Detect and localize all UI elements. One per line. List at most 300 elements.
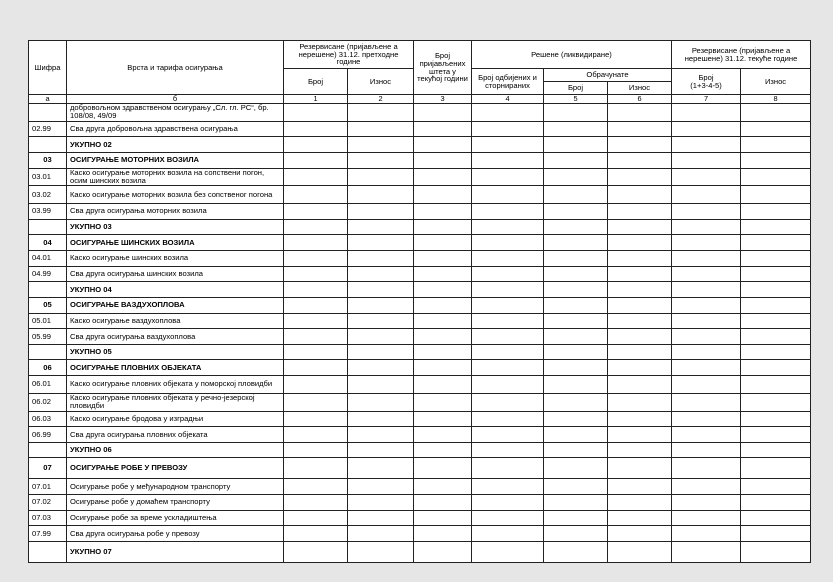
value-cell[interactable] xyxy=(741,282,811,298)
value-cell[interactable] xyxy=(741,266,811,282)
value-cell[interactable] xyxy=(348,121,414,137)
value-cell[interactable] xyxy=(741,152,811,168)
index-cell: а xyxy=(29,95,67,104)
value-cell[interactable] xyxy=(608,313,672,329)
value-cell[interactable] xyxy=(414,186,472,204)
value-cell[interactable] xyxy=(414,313,472,329)
value-cell[interactable] xyxy=(741,360,811,376)
value-cell[interactable] xyxy=(741,204,811,220)
value-cell[interactable] xyxy=(472,235,544,251)
row-description: УКУПНО 05 xyxy=(67,344,284,360)
value-cell[interactable] xyxy=(472,411,544,427)
table-row xyxy=(29,393,811,411)
value-cell[interactable] xyxy=(672,121,741,137)
value-cell[interactable] xyxy=(348,411,414,427)
value-cell[interactable] xyxy=(672,250,741,266)
table-row xyxy=(29,442,811,458)
value-cell[interactable] xyxy=(414,376,472,394)
value-cell[interactable] xyxy=(472,329,544,345)
value-cell[interactable] xyxy=(284,313,348,329)
value-cell[interactable] xyxy=(414,168,472,186)
header-reserved-cur-formula: (1+3-4-5) xyxy=(690,80,722,90)
value-cell[interactable] xyxy=(414,204,472,220)
value-cell[interactable] xyxy=(544,360,608,376)
value-cell[interactable] xyxy=(672,411,741,427)
value-cell[interactable] xyxy=(608,219,672,235)
value-cell[interactable] xyxy=(544,494,608,510)
row-description: Каско осигурање моторних возила без сопственог погона xyxy=(67,186,284,204)
value-cell[interactable] xyxy=(284,479,348,495)
value-cell[interactable] xyxy=(544,186,608,204)
value-cell[interactable] xyxy=(672,479,741,495)
value-cell[interactable] xyxy=(284,393,348,411)
value-cell[interactable] xyxy=(608,494,672,510)
value-cell[interactable] xyxy=(284,344,348,360)
value-cell[interactable] xyxy=(672,329,741,345)
value-cell[interactable] xyxy=(472,266,544,282)
row-code: 07.01 xyxy=(29,479,67,495)
value-cell[interactable] xyxy=(608,137,672,153)
value-cell[interactable] xyxy=(608,479,672,495)
row-description: Каско осигурање моторних возила на сопствени погон, осим шинских возила xyxy=(67,168,284,186)
value-cell[interactable] xyxy=(472,360,544,376)
table-row xyxy=(29,329,811,345)
index-cell: 5 xyxy=(544,95,608,104)
value-cell[interactable] xyxy=(741,168,811,186)
index-cell: 6 xyxy=(608,95,672,104)
value-cell[interactable] xyxy=(672,235,741,251)
header-settled-calculated: Обрачунате xyxy=(544,69,672,82)
value-cell[interactable] xyxy=(608,250,672,266)
value-cell[interactable] xyxy=(284,282,348,298)
value-cell[interactable] xyxy=(741,442,811,458)
value-cell[interactable] xyxy=(544,458,608,479)
row-description: Сва друга осигурања шинских возила xyxy=(67,266,284,282)
value-cell[interactable] xyxy=(472,282,544,298)
value-cell[interactable] xyxy=(472,344,544,360)
value-cell[interactable] xyxy=(544,137,608,153)
row-description: УКУПНО 03 xyxy=(67,219,284,235)
row-code: 05.01 xyxy=(29,313,67,329)
table-row xyxy=(29,235,811,251)
value-cell[interactable] xyxy=(608,204,672,220)
value-cell[interactable] xyxy=(544,313,608,329)
value-cell[interactable] xyxy=(544,250,608,266)
value-cell[interactable] xyxy=(414,479,472,495)
value-cell[interactable] xyxy=(348,104,414,122)
row-code: 04 xyxy=(29,235,67,251)
table-row xyxy=(29,152,811,168)
value-cell[interactable] xyxy=(284,104,348,122)
value-cell[interactable] xyxy=(414,510,472,526)
value-cell[interactable] xyxy=(608,152,672,168)
value-cell[interactable] xyxy=(741,104,811,122)
value-cell[interactable] xyxy=(284,186,348,204)
header-reserved-cur-count-label: Број xyxy=(698,72,714,82)
value-cell[interactable] xyxy=(284,137,348,153)
value-cell[interactable] xyxy=(284,360,348,376)
value-cell[interactable] xyxy=(348,250,414,266)
value-cell[interactable] xyxy=(348,360,414,376)
value-cell[interactable] xyxy=(472,121,544,137)
value-cell[interactable] xyxy=(472,168,544,186)
value-cell[interactable] xyxy=(672,204,741,220)
value-cell[interactable] xyxy=(348,393,414,411)
value-cell[interactable] xyxy=(741,411,811,427)
value-cell[interactable] xyxy=(414,360,472,376)
value-cell[interactable] xyxy=(544,329,608,345)
value-cell[interactable] xyxy=(544,168,608,186)
row-code: 05.99 xyxy=(29,329,67,345)
value-cell[interactable] xyxy=(672,297,741,313)
value-cell[interactable] xyxy=(414,526,472,542)
value-cell[interactable] xyxy=(472,204,544,220)
row-code: 07.03 xyxy=(29,510,67,526)
value-cell[interactable] xyxy=(544,204,608,220)
value-cell[interactable] xyxy=(672,152,741,168)
row-description: ОСИГУРАЊЕ РОБЕ У ПРЕВОЗУ xyxy=(67,458,284,479)
value-cell[interactable] xyxy=(472,250,544,266)
value-cell[interactable] xyxy=(608,393,672,411)
value-cell[interactable] xyxy=(672,510,741,526)
row-code: 06.01 xyxy=(29,376,67,394)
table-row xyxy=(29,266,811,282)
value-cell[interactable] xyxy=(284,510,348,526)
table-row xyxy=(29,494,811,510)
value-cell[interactable] xyxy=(414,152,472,168)
value-cell[interactable] xyxy=(608,186,672,204)
value-cell[interactable] xyxy=(348,376,414,394)
value-cell[interactable] xyxy=(284,250,348,266)
value-cell[interactable] xyxy=(672,104,741,122)
value-cell[interactable] xyxy=(544,104,608,122)
value-cell[interactable] xyxy=(414,344,472,360)
value-cell[interactable] xyxy=(672,282,741,298)
value-cell[interactable] xyxy=(348,510,414,526)
value-cell[interactable] xyxy=(544,219,608,235)
row-code: 03.01 xyxy=(29,168,67,186)
value-cell[interactable] xyxy=(672,494,741,510)
value-cell[interactable] xyxy=(672,344,741,360)
value-cell[interactable] xyxy=(348,329,414,345)
value-cell[interactable] xyxy=(472,510,544,526)
value-cell[interactable] xyxy=(672,541,741,562)
value-cell[interactable] xyxy=(348,204,414,220)
value-cell[interactable] xyxy=(348,344,414,360)
value-cell[interactable] xyxy=(472,297,544,313)
value-cell[interactable] xyxy=(741,137,811,153)
header-reserved-prev: Резервисане (пријављене а нерешене) 31.12. претходне године xyxy=(284,41,414,69)
value-cell[interactable] xyxy=(348,219,414,235)
row-description: УКУПНО 07 xyxy=(67,541,284,562)
value-cell[interactable] xyxy=(544,266,608,282)
value-cell[interactable] xyxy=(741,393,811,411)
table-row xyxy=(29,526,811,542)
value-cell[interactable] xyxy=(414,235,472,251)
value-cell[interactable] xyxy=(414,104,472,122)
row-description: Осигурање робе за време ускладиштења xyxy=(67,510,284,526)
value-cell[interactable] xyxy=(348,541,414,562)
value-cell[interactable] xyxy=(544,411,608,427)
row-code: 02.99 xyxy=(29,121,67,137)
value-cell[interactable] xyxy=(741,479,811,495)
value-cell[interactable] xyxy=(608,266,672,282)
value-cell[interactable] xyxy=(544,282,608,298)
value-cell[interactable] xyxy=(544,393,608,411)
index-cell: 3 xyxy=(414,95,472,104)
table-row xyxy=(29,510,811,526)
value-cell[interactable] xyxy=(544,297,608,313)
row-description: Каско осигурање бродова у изградњи xyxy=(67,411,284,427)
table-row xyxy=(29,204,811,220)
value-cell[interactable] xyxy=(472,376,544,394)
value-cell[interactable] xyxy=(544,376,608,394)
value-cell[interactable] xyxy=(284,297,348,313)
value-cell[interactable] xyxy=(608,121,672,137)
row-code: 04.01 xyxy=(29,250,67,266)
value-cell[interactable] xyxy=(348,137,414,153)
value-cell[interactable] xyxy=(348,297,414,313)
value-cell[interactable] xyxy=(472,313,544,329)
value-cell[interactable] xyxy=(608,526,672,542)
value-cell[interactable] xyxy=(284,442,348,458)
value-cell[interactable] xyxy=(348,427,414,443)
value-cell[interactable] xyxy=(544,510,608,526)
table-row xyxy=(29,121,811,137)
table-row xyxy=(29,282,811,298)
value-cell[interactable] xyxy=(741,526,811,542)
value-cell[interactable] xyxy=(284,152,348,168)
value-cell[interactable] xyxy=(414,393,472,411)
row-code xyxy=(29,541,67,562)
value-cell[interactable] xyxy=(544,541,608,562)
value-cell[interactable] xyxy=(472,104,544,122)
value-cell[interactable] xyxy=(672,360,741,376)
row-description: Сва друга осигурања ваздухоплова xyxy=(67,329,284,345)
value-cell[interactable] xyxy=(741,458,811,479)
table-row xyxy=(29,458,811,479)
value-cell[interactable] xyxy=(741,510,811,526)
value-cell[interactable] xyxy=(741,376,811,394)
value-cell[interactable] xyxy=(348,479,414,495)
index-cell: 4 xyxy=(472,95,544,104)
row-code: 07.99 xyxy=(29,526,67,542)
value-cell[interactable] xyxy=(472,526,544,542)
value-cell[interactable] xyxy=(284,168,348,186)
value-cell[interactable] xyxy=(544,427,608,443)
value-cell[interactable] xyxy=(414,137,472,153)
value-cell[interactable] xyxy=(348,152,414,168)
value-cell[interactable] xyxy=(284,235,348,251)
header-reserved-prev-count: Број xyxy=(284,69,348,95)
row-description: Осигурање робе у међународном транспорту xyxy=(67,479,284,495)
value-cell[interactable] xyxy=(741,427,811,443)
value-cell[interactable] xyxy=(348,494,414,510)
value-cell[interactable] xyxy=(741,344,811,360)
value-cell[interactable] xyxy=(608,235,672,251)
value-cell[interactable] xyxy=(544,235,608,251)
value-cell[interactable] xyxy=(284,376,348,394)
value-cell[interactable] xyxy=(414,266,472,282)
value-cell[interactable] xyxy=(608,376,672,394)
value-cell[interactable] xyxy=(414,494,472,510)
value-cell[interactable] xyxy=(741,219,811,235)
value-cell[interactable] xyxy=(741,121,811,137)
header-description: Врста и тарифа осигурања xyxy=(67,41,284,95)
value-cell[interactable] xyxy=(672,427,741,443)
row-code xyxy=(29,219,67,235)
header-reserved-prev-amount: Износ xyxy=(348,69,414,95)
value-cell[interactable] xyxy=(741,186,811,204)
value-cell[interactable] xyxy=(672,442,741,458)
value-cell[interactable] xyxy=(348,526,414,542)
value-cell[interactable] xyxy=(544,479,608,495)
value-cell[interactable] xyxy=(672,458,741,479)
value-cell[interactable] xyxy=(608,282,672,298)
value-cell[interactable] xyxy=(348,186,414,204)
value-cell[interactable] xyxy=(608,427,672,443)
row-description: Сва друга осигурања робе у превозу xyxy=(67,526,284,542)
value-cell[interactable] xyxy=(414,442,472,458)
value-cell[interactable] xyxy=(348,458,414,479)
value-cell[interactable] xyxy=(672,526,741,542)
value-cell[interactable] xyxy=(472,442,544,458)
row-code: 03.02 xyxy=(29,186,67,204)
table-row xyxy=(29,250,811,266)
header-reserved-cur: Резервисане (пријављене а нерешене) 31.12. текуће године xyxy=(672,41,811,69)
value-cell[interactable] xyxy=(414,121,472,137)
table-row xyxy=(29,479,811,495)
value-cell[interactable] xyxy=(741,297,811,313)
header-calc-amount: Износ xyxy=(608,82,672,95)
value-cell[interactable] xyxy=(414,411,472,427)
table-row xyxy=(29,427,811,443)
value-cell[interactable] xyxy=(608,411,672,427)
index-cell: 1 xyxy=(284,95,348,104)
value-cell[interactable] xyxy=(284,526,348,542)
value-cell[interactable] xyxy=(348,168,414,186)
value-cell[interactable] xyxy=(472,152,544,168)
value-cell[interactable] xyxy=(414,250,472,266)
value-cell[interactable] xyxy=(414,427,472,443)
value-cell[interactable] xyxy=(414,329,472,345)
value-cell[interactable] xyxy=(741,329,811,345)
value-cell[interactable] xyxy=(348,235,414,251)
value-cell[interactable] xyxy=(472,541,544,562)
index-cell: 8 xyxy=(741,95,811,104)
value-cell[interactable] xyxy=(672,393,741,411)
value-cell[interactable] xyxy=(741,250,811,266)
row-code xyxy=(29,344,67,360)
value-cell[interactable] xyxy=(672,313,741,329)
value-cell[interactable] xyxy=(284,204,348,220)
row-description: УКУПНО 02 xyxy=(67,137,284,153)
value-cell[interactable] xyxy=(284,427,348,443)
index-cell: 2 xyxy=(348,95,414,104)
value-cell[interactable] xyxy=(672,266,741,282)
value-cell[interactable] xyxy=(608,104,672,122)
value-cell[interactable] xyxy=(472,427,544,443)
value-cell[interactable] xyxy=(672,376,741,394)
value-cell[interactable] xyxy=(608,360,672,376)
value-cell[interactable] xyxy=(741,313,811,329)
value-cell[interactable] xyxy=(414,219,472,235)
row-code: 06.03 xyxy=(29,411,67,427)
value-cell[interactable] xyxy=(284,266,348,282)
value-cell[interactable] xyxy=(284,458,348,479)
table-row xyxy=(29,168,811,186)
value-cell[interactable] xyxy=(284,121,348,137)
value-cell[interactable] xyxy=(608,329,672,345)
value-cell[interactable] xyxy=(608,297,672,313)
value-cell[interactable] xyxy=(284,329,348,345)
header-calc-count: Број xyxy=(544,82,608,95)
value-cell[interactable] xyxy=(414,282,472,298)
value-cell[interactable] xyxy=(472,186,544,204)
row-description: ОСИГУРАЊЕ ПЛОВНИХ ОБЈЕКАТА xyxy=(67,360,284,376)
value-cell[interactable] xyxy=(414,458,472,479)
value-cell[interactable] xyxy=(544,344,608,360)
value-cell[interactable] xyxy=(544,442,608,458)
row-description: УКУПНО 06 xyxy=(67,442,284,458)
row-description: Сва друга добровољна здравствена осигурања xyxy=(67,121,284,137)
table-row xyxy=(29,219,811,235)
value-cell[interactable] xyxy=(608,442,672,458)
table-row xyxy=(29,541,811,562)
value-cell[interactable] xyxy=(472,458,544,479)
value-cell[interactable] xyxy=(741,494,811,510)
value-cell[interactable] xyxy=(414,541,472,562)
value-cell[interactable] xyxy=(348,442,414,458)
table-row xyxy=(29,344,811,360)
value-cell[interactable] xyxy=(672,219,741,235)
table-row xyxy=(29,360,811,376)
value-cell[interactable] xyxy=(472,479,544,495)
value-cell[interactable] xyxy=(472,219,544,235)
value-cell[interactable] xyxy=(672,168,741,186)
value-cell[interactable] xyxy=(544,152,608,168)
value-cell[interactable] xyxy=(284,411,348,427)
value-cell[interactable] xyxy=(608,168,672,186)
value-cell[interactable] xyxy=(348,266,414,282)
value-cell[interactable] xyxy=(284,494,348,510)
value-cell[interactable] xyxy=(348,282,414,298)
value-cell[interactable] xyxy=(544,526,608,542)
value-cell[interactable] xyxy=(472,393,544,411)
value-cell[interactable] xyxy=(472,494,544,510)
value-cell[interactable] xyxy=(741,235,811,251)
value-cell[interactable] xyxy=(741,541,811,562)
value-cell[interactable] xyxy=(608,458,672,479)
table-row xyxy=(29,297,811,313)
value-cell[interactable] xyxy=(414,297,472,313)
column-index-row xyxy=(29,95,811,104)
table-row xyxy=(29,376,811,394)
value-cell[interactable] xyxy=(608,344,672,360)
value-cell[interactable] xyxy=(284,541,348,562)
value-cell[interactable] xyxy=(608,541,672,562)
value-cell[interactable] xyxy=(472,137,544,153)
index-cell: б xyxy=(67,95,284,104)
value-cell[interactable] xyxy=(348,313,414,329)
value-cell[interactable] xyxy=(608,510,672,526)
row-code: 03 xyxy=(29,152,67,168)
value-cell[interactable] xyxy=(672,186,741,204)
value-cell[interactable] xyxy=(284,219,348,235)
row-description: Каско осигурање пловних објеката у речно-језерској пловидби xyxy=(67,393,284,411)
value-cell[interactable] xyxy=(672,137,741,153)
value-cell[interactable] xyxy=(544,121,608,137)
